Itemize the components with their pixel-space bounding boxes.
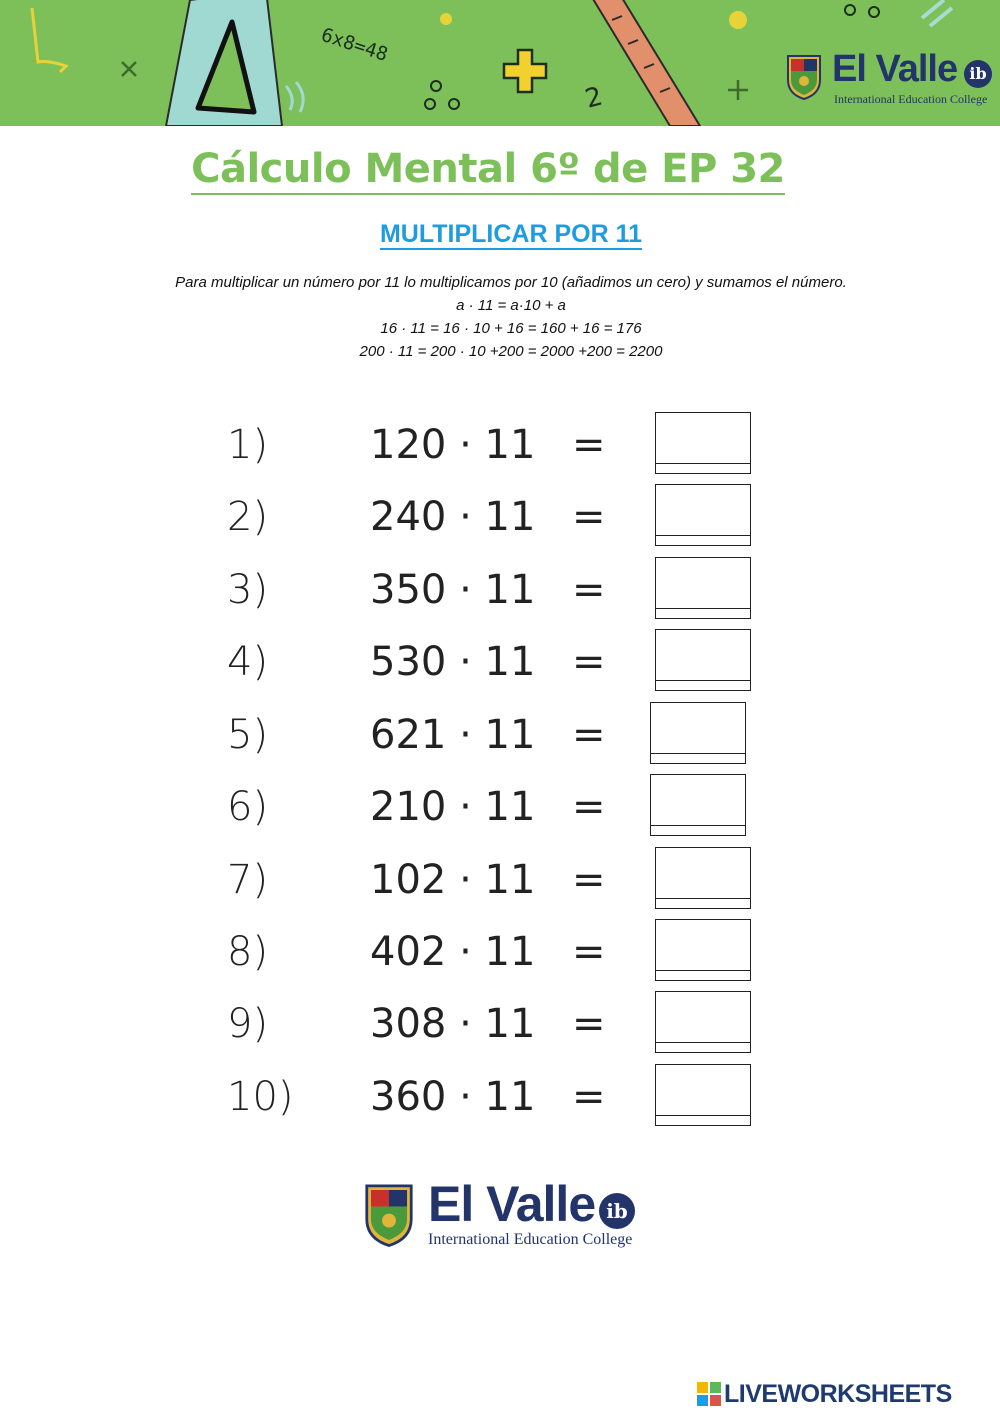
shield-icon — [364, 1183, 414, 1247]
brand-subtitle: International Education College — [834, 92, 988, 106]
exercise-row — [0, 481, 1000, 553]
exercise-expression: 350 · 11 — [370, 567, 536, 613]
exercise-label: 4) — [227, 639, 269, 685]
header-banner — [0, 0, 1000, 126]
exercise-label: 5) — [227, 712, 269, 758]
equals-sign: = — [572, 639, 606, 685]
doodle-digit: 2 — [582, 81, 606, 115]
brand-subtitle: International Education College — [428, 1231, 633, 1248]
equals-sign: = — [572, 784, 606, 830]
shield-icon — [786, 54, 822, 100]
exercise-label: 2) — [227, 494, 269, 540]
exercise-expression: 402 · 11 — [370, 929, 536, 975]
equals-sign: = — [572, 857, 606, 903]
answer-input[interactable] — [655, 629, 751, 691]
exercise-expression: 210 · 11 — [370, 784, 536, 830]
exercise-row — [0, 554, 1000, 626]
answer-input[interactable] — [655, 412, 751, 474]
section-subtitle-text: MULTIPLICAR POR 11 — [379, 220, 643, 248]
equals-sign: = — [572, 567, 606, 613]
answer-input[interactable] — [650, 702, 746, 764]
exercise-expression: 530 · 11 — [370, 639, 536, 685]
equals-sign: = — [572, 929, 606, 975]
liveworksheets-icon — [697, 1382, 721, 1406]
exercise-expression: 621 · 11 — [370, 712, 536, 758]
section-subtitle — [0, 220, 1000, 249]
exercise-row — [0, 844, 1000, 916]
answer-input[interactable] — [655, 991, 751, 1053]
explanation-line: 200 · 11 = 200 · 10 +200 = 2000 +200 = 2200 — [359, 343, 663, 360]
exercise-expression: 360 · 11 — [370, 1074, 536, 1120]
brand-name: El Valle — [428, 1176, 596, 1232]
answer-input[interactable] — [655, 484, 751, 546]
exercise-row — [0, 626, 1000, 698]
page-title-text: Cálculo Mental 6º de EP 32 — [191, 146, 785, 195]
exercise-row — [0, 988, 1000, 1060]
equals-sign: = — [572, 494, 606, 540]
exercise-row — [0, 699, 1000, 771]
header-logo — [786, 48, 1000, 108]
exercise-label: 1) — [227, 422, 269, 468]
explanation-line: a · 11 = a·10 + a — [456, 297, 566, 314]
answer-input[interactable] — [655, 919, 751, 981]
brand-name: El Valle — [832, 48, 958, 90]
exercise-label: 3) — [227, 567, 269, 613]
ib-logo: ib — [964, 60, 992, 88]
exercise-row — [0, 771, 1000, 843]
answer-input[interactable] — [655, 847, 751, 909]
exercise-row — [0, 409, 1000, 481]
exercise-label: 6) — [227, 784, 269, 830]
exercise-expression: 120 · 11 — [370, 422, 536, 468]
liveworksheets-watermark[interactable] — [697, 1380, 997, 1410]
equals-sign: = — [572, 1001, 606, 1047]
explanation-line: Para multiplicar un número por 11 lo multiplicamos por 10 (añadimos un cero) y sumamos el número. — [175, 274, 847, 291]
exercise-label: 8) — [227, 929, 269, 975]
answer-input[interactable] — [655, 1064, 751, 1126]
doodle-equation: 6x8=48 — [318, 23, 391, 66]
exercise-expression: 308 · 11 — [370, 1001, 536, 1047]
equals-sign: = — [572, 422, 606, 468]
exercise-label: 9) — [227, 1001, 269, 1047]
exercise-expression: 102 · 11 — [370, 857, 536, 903]
exercise-label: 7) — [227, 857, 269, 903]
page-title — [0, 146, 976, 192]
exercise-row — [0, 1061, 1000, 1133]
footer-logo — [364, 1176, 654, 1253]
exercise-label: 10) — [227, 1074, 294, 1120]
explanation-line: 16 · 11 = 16 · 10 + 16 = 160 + 16 = 176 — [380, 320, 642, 337]
exercise-row — [0, 916, 1000, 988]
ib-logo: ib — [599, 1193, 635, 1229]
equals-sign: = — [572, 1074, 606, 1120]
answer-input[interactable] — [655, 557, 751, 619]
equals-sign: = — [572, 712, 606, 758]
liveworksheets-label: LIVEWORKSHEETS — [724, 1380, 952, 1408]
explanation — [0, 271, 1000, 363]
exercise-expression: 240 · 11 — [370, 494, 536, 540]
answer-input[interactable] — [650, 774, 746, 836]
